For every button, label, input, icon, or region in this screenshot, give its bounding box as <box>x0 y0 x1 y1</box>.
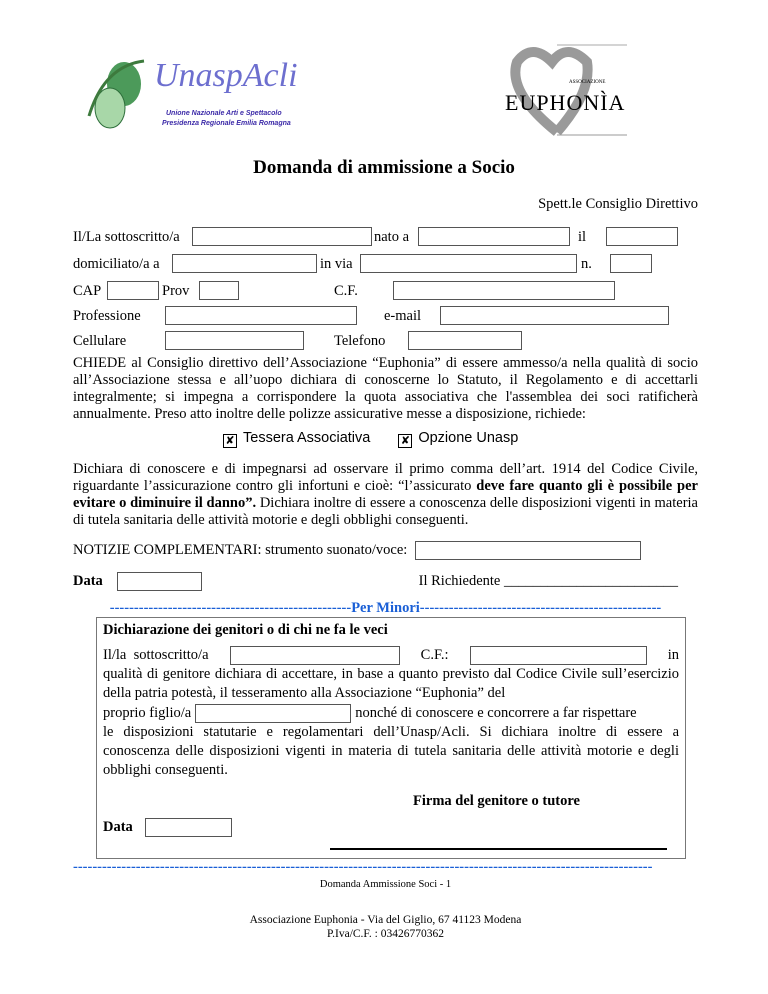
label-domiciliato: domiciliato/a a <box>73 256 160 272</box>
sottoscritto-input[interactable] <box>192 227 372 246</box>
options-row <box>223 429 698 449</box>
minori-box <box>96 617 686 859</box>
label-il: il <box>578 229 587 245</box>
addressee: Spett.le Consiglio Direttivo <box>538 196 698 212</box>
dashes: -------------------------------------------------- <box>109 600 352 616</box>
cap-input[interactable] <box>107 281 159 300</box>
option-tessera[interactable] <box>223 430 370 448</box>
unasp-logo-name: UnaspAcli <box>154 57 298 94</box>
label-cap: CAP <box>73 283 102 299</box>
minori-data-input[interactable] <box>145 818 232 837</box>
label-telefono: Telefono <box>334 333 386 349</box>
label-email: e-mail <box>384 308 422 324</box>
euphonia-logo <box>497 42 632 137</box>
minori-heading: Dichiarazione dei genitori o di chi ne fa le veci <box>103 622 388 638</box>
data-input[interactable] <box>117 572 202 591</box>
euphonia-name: EUPHONÌA <box>505 90 626 115</box>
prov-input[interactable] <box>199 281 239 300</box>
minori-text1: qualità di genitore dichiara di accettare, in base a quanto previsto dal Codice Civile sull’esercizio della patria potestà, il tesseramento alla Associazione “Euphonia” del <box>103 666 679 701</box>
genitore-row <box>103 645 679 665</box>
page-title: Domanda di ammissione a Socio <box>253 157 515 178</box>
nato-input[interactable] <box>418 227 570 246</box>
bottom-separator: ------------------------------------------------------------------------------------------------------------------------ <box>73 859 653 875</box>
footer-address: Associazione Euphonia - Via del Giglio, 67 41123 Modena <box>249 914 522 926</box>
firma-label: Firma del genitore o tutore <box>413 793 580 809</box>
label-prov: Prov <box>162 283 190 299</box>
cellulare-input[interactable] <box>165 331 304 350</box>
label-cellulare: Cellulare <box>73 333 127 349</box>
page-footer: Domanda Ammissione Soci - 1 <box>319 879 452 890</box>
label-nato: nato a <box>374 229 410 245</box>
option-label: Tessera Associativa <box>243 430 371 446</box>
label-notizie: NOTIZIE COMPLEMENTARI: strumento suonato/voce: <box>73 541 408 558</box>
dashes: -------------------------------------------------- <box>419 600 662 616</box>
minori-data-row <box>103 816 679 838</box>
genitore-input[interactable] <box>230 646 400 665</box>
dichiara-paragraph <box>73 461 698 529</box>
firma-line[interactable] <box>330 848 667 850</box>
chiede-paragraph: CHIEDE al Consiglio direttivo dell’Associazione “Euphonia” di essere ammesso/a nella qualità di socio all’Associazione stessa e all’uopo dichiara di conoscerne lo Statuto, il Regolamento e di accettarli integralmente; si impegna a corrispondere la quota associativa che l'assemblea dei soci ratificherà annualmente. Preso atto inoltre delle polizze assicurative messe a disposizione, richiede: <box>73 355 698 422</box>
data-row <box>73 570 698 592</box>
label-sottoscritto: Il/La sottoscritto/a <box>73 229 180 245</box>
minori-text3: le disposizioni statutarie e regolamentari dell’Unasp/Acli. Si dichiara inoltre di essere a conoscenza delle disposizioni vigenti in materia di tutela sanitaria delle attività motorie e degli obblighi conseguenti. <box>103 724 679 778</box>
il-input[interactable] <box>606 227 678 246</box>
label-genitore-cf: C.F.: <box>420 646 449 663</box>
richiedente-signature: Il Richiedente ________________________ <box>418 572 678 589</box>
dichiara-bold: deve fare quanto gli è possibile per evitare o diminuire il danno”. <box>73 478 698 511</box>
body-flow <box>73 355 698 941</box>
option-label: Opzione Unasp <box>418 430 519 446</box>
via-input[interactable] <box>360 254 577 273</box>
minori-text2: nonché di conoscere e concorrere a far rispettare <box>355 704 637 721</box>
cf-input[interactable] <box>393 281 615 300</box>
checkbox-tessera[interactable]: ✘ <box>223 434 237 448</box>
figlio-row <box>103 703 679 723</box>
theater-masks-icon <box>84 56 154 136</box>
unasp-line1: Unione Nazionale Arti e Spettacolo <box>166 110 282 117</box>
label-in: in <box>667 646 679 663</box>
domiciliato-input[interactable] <box>172 254 317 273</box>
label-figlio: proprio figlio/a <box>103 704 192 721</box>
genitore-cf-input[interactable] <box>470 646 647 665</box>
strumento-input[interactable] <box>415 541 641 560</box>
label-n: n. <box>581 256 592 272</box>
dichiara-text2: Dichiara inoltre di essere a conoscenza delle disposizioni vigenti in materia di tutela sanitaria delle attività motorie e degli obblighi conseguenti. <box>73 495 698 528</box>
per-minori-separator <box>73 600 698 617</box>
label-minori-data: Data <box>103 818 133 835</box>
unasp-line2: Presidenza Regionale Emilia Romagna <box>162 120 291 127</box>
professione-input[interactable] <box>165 306 357 325</box>
option-unasp[interactable] <box>398 430 518 448</box>
per-minori-heading: Per Minori <box>351 600 420 616</box>
label-cf: C.F. <box>334 283 358 299</box>
dichiara-text: Dichiara di conoscere e di impegnarsi ad osservare il primo comma dell’art. 1914 del Codice Civile, riguardante l’assicurazione contro gli infortuni e cioè: “l’assicurato <box>73 461 698 494</box>
n-input[interactable] <box>610 254 652 273</box>
euphonia-small: ASSOCIAZIONE <box>569 80 606 85</box>
figlio-input[interactable] <box>195 704 351 723</box>
telefono-input[interactable] <box>408 331 522 350</box>
label-via: in via <box>320 256 353 272</box>
label-data: Data <box>73 572 103 589</box>
label-professione: Professione <box>73 308 141 324</box>
unasp-logo <box>84 56 334 136</box>
email-input[interactable] <box>440 306 669 325</box>
notizie-row <box>73 539 698 561</box>
checkbox-unasp[interactable]: ✘ <box>398 434 412 448</box>
footer-piva: P.Iva/C.F. : 03426770362 <box>327 928 444 940</box>
label-genitore: Il/la sottoscritto/a <box>103 646 209 663</box>
